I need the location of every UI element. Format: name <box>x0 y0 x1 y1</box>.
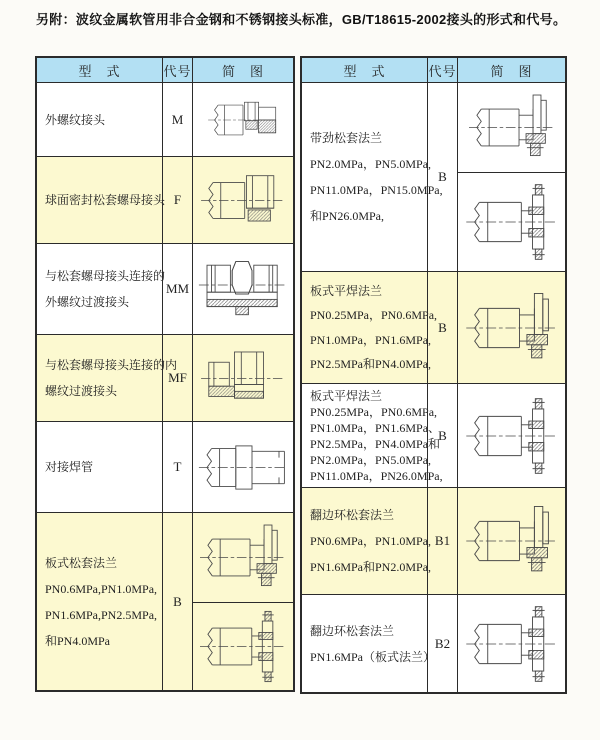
type-line: 球面密封松套螺母接头 <box>45 193 166 207</box>
type-cell <box>37 513 162 690</box>
neck-loose-flange-collar-diagram <box>462 180 562 264</box>
type-line: PN2.0MPa，PN5.0MPa, <box>310 452 432 467</box>
table-row <box>302 487 565 594</box>
table-header-row <box>302 58 565 82</box>
sketch-subcell <box>193 422 293 512</box>
sketch-subcell <box>193 157 293 243</box>
plate-loose-flange-diagram <box>193 518 293 597</box>
table-row <box>302 594 565 692</box>
table-row <box>37 334 293 421</box>
plate-weld-flange-diagram <box>462 286 562 370</box>
table-row <box>302 271 565 383</box>
type-line: 和PN4.0MPa <box>45 633 111 648</box>
table-header-row <box>37 58 293 82</box>
type-line: PN11.0MPa，PN15.0MPa, <box>310 183 443 197</box>
female-thread-adapter-diagram <box>193 340 293 417</box>
code-cell: B1 <box>427 488 457 594</box>
type-cell <box>302 272 438 383</box>
sketch-subcell <box>193 602 293 690</box>
sketch-subcell <box>193 244 293 334</box>
type-line: 外螺纹过渡接头 <box>45 295 130 309</box>
sketch-cell <box>192 513 293 690</box>
page-caption: 另附：波纹金属软管用非合金钢和不锈钢接头标准，GB/T18615-2002接头的形式和代号。 <box>36 12 567 27</box>
type-cell <box>37 422 162 512</box>
type-line: PN0.25MPa，PN0.6MPa, <box>310 308 438 322</box>
type-line: PN0.25MPa，PN0.6MPa, <box>310 404 438 419</box>
table-row <box>37 243 293 334</box>
sketch-cell <box>457 272 565 383</box>
table-row <box>37 82 293 156</box>
code-cell: T <box>162 422 192 512</box>
threaded-nipple-diagram <box>193 249 293 330</box>
male-thread-fitting-diagram <box>193 88 293 152</box>
header-code: 代号 <box>162 58 192 82</box>
flared-ring-plate-flange-diagram <box>462 602 562 686</box>
type-cell <box>302 595 436 692</box>
type-line: 带劲松套法兰 <box>310 131 383 145</box>
sketch-cell <box>457 595 565 692</box>
sketch-cell <box>192 335 293 421</box>
table-row <box>302 82 565 271</box>
header-sketch: 简 图 <box>457 58 565 82</box>
sketch-subcell <box>193 83 293 156</box>
type-line: 和PN26.0MPa, <box>310 209 385 223</box>
type-cell <box>37 157 166 243</box>
neck-loose-flange-diagram <box>462 88 562 167</box>
sketch-subcell <box>458 488 565 594</box>
plate-weld-flange-collar-diagram <box>462 394 562 478</box>
type-line: PN0.6MPa,PN1.0MPa, <box>45 581 158 596</box>
type-line: 与松套螺母接头连接的 <box>45 269 166 283</box>
type-line: PN11.0MPa，PN26.0MPa, <box>310 468 443 483</box>
code-cell: B <box>427 272 457 383</box>
type-line: 翻边环松套法兰 <box>310 623 395 638</box>
code-cell: B <box>427 384 457 487</box>
type-line: 板式平焊法兰 <box>310 283 383 298</box>
type-line: 板式松套法兰 <box>45 555 118 570</box>
type-line: 翻边环松套法兰 <box>310 508 395 522</box>
flared-ring-loose-flange-diagram <box>462 499 562 583</box>
sketch-cell <box>192 157 293 243</box>
type-cell <box>302 488 432 594</box>
fitting-table-right <box>300 56 567 694</box>
sketch-subcell <box>193 513 293 602</box>
type-cell <box>302 83 443 271</box>
code-cell: B <box>162 513 192 690</box>
swivel-nut-fitting-diagram <box>193 162 293 239</box>
type-line: PN1.6MPa和PN2.0MPa, <box>310 560 432 574</box>
table-row <box>37 421 293 512</box>
header-type: 型 式 <box>343 63 386 79</box>
sketch-subcell <box>458 384 565 487</box>
sketch-subcell <box>458 83 565 172</box>
type-line: 对接焊管 <box>45 460 94 474</box>
type-line: 与松套螺母接头连接的内 <box>45 358 178 372</box>
type-line: 螺纹过渡接头 <box>45 384 118 398</box>
sketch-cell <box>457 83 565 271</box>
type-line: PN1.6MPa（板式法兰） <box>310 649 436 664</box>
sketch-subcell <box>458 595 565 692</box>
type-line: PN2.0MPa，PN5.0MPa, <box>310 157 432 171</box>
type-cell <box>37 83 162 156</box>
sketch-cell <box>457 488 565 594</box>
table-row <box>37 156 293 243</box>
type-line: PN1.0MPa，PN1.6MPa, <box>310 332 432 347</box>
type-line: 外螺纹接头 <box>45 112 106 127</box>
type-line: PN1.0MPa，PN1.6MPa、 <box>310 420 441 435</box>
type-cell <box>302 384 443 487</box>
sketch-subcell <box>458 272 565 383</box>
code-cell: B <box>427 83 457 271</box>
table-row <box>302 383 565 487</box>
sketch-cell <box>192 422 293 512</box>
code-cell: B2 <box>427 595 457 692</box>
header-code: 代号 <box>427 58 457 82</box>
header-sketch: 简 图 <box>192 58 293 82</box>
plate-loose-flange-collar-diagram <box>193 607 293 686</box>
sketch-cell <box>192 244 293 334</box>
fitting-table-left <box>35 56 295 692</box>
type-line: PN2.5MPa，PN4.0MPa和 <box>310 436 441 451</box>
sketch-subcell <box>193 335 293 421</box>
sketch-cell <box>192 83 293 156</box>
header-type: 型 式 <box>78 63 121 79</box>
code-cell: MM <box>162 244 192 334</box>
code-cell: M <box>162 83 192 156</box>
code-cell: MF <box>162 335 192 421</box>
table-row <box>37 512 293 690</box>
code-cell: F <box>162 157 192 243</box>
sketch-subcell <box>458 172 565 271</box>
type-line: 板式平焊法兰 <box>310 388 383 403</box>
butt-weld-pipe-diagram <box>193 427 293 508</box>
type-line: PN0.6MPa，PN1.0MPa, <box>310 534 432 548</box>
type-line: PN1.6MPa,PN2.5MPa, <box>45 607 158 622</box>
sketch-cell <box>457 384 565 487</box>
type-cell <box>37 244 166 334</box>
type-line: PN2.5MPa和PN4.0MPa, <box>310 357 432 371</box>
